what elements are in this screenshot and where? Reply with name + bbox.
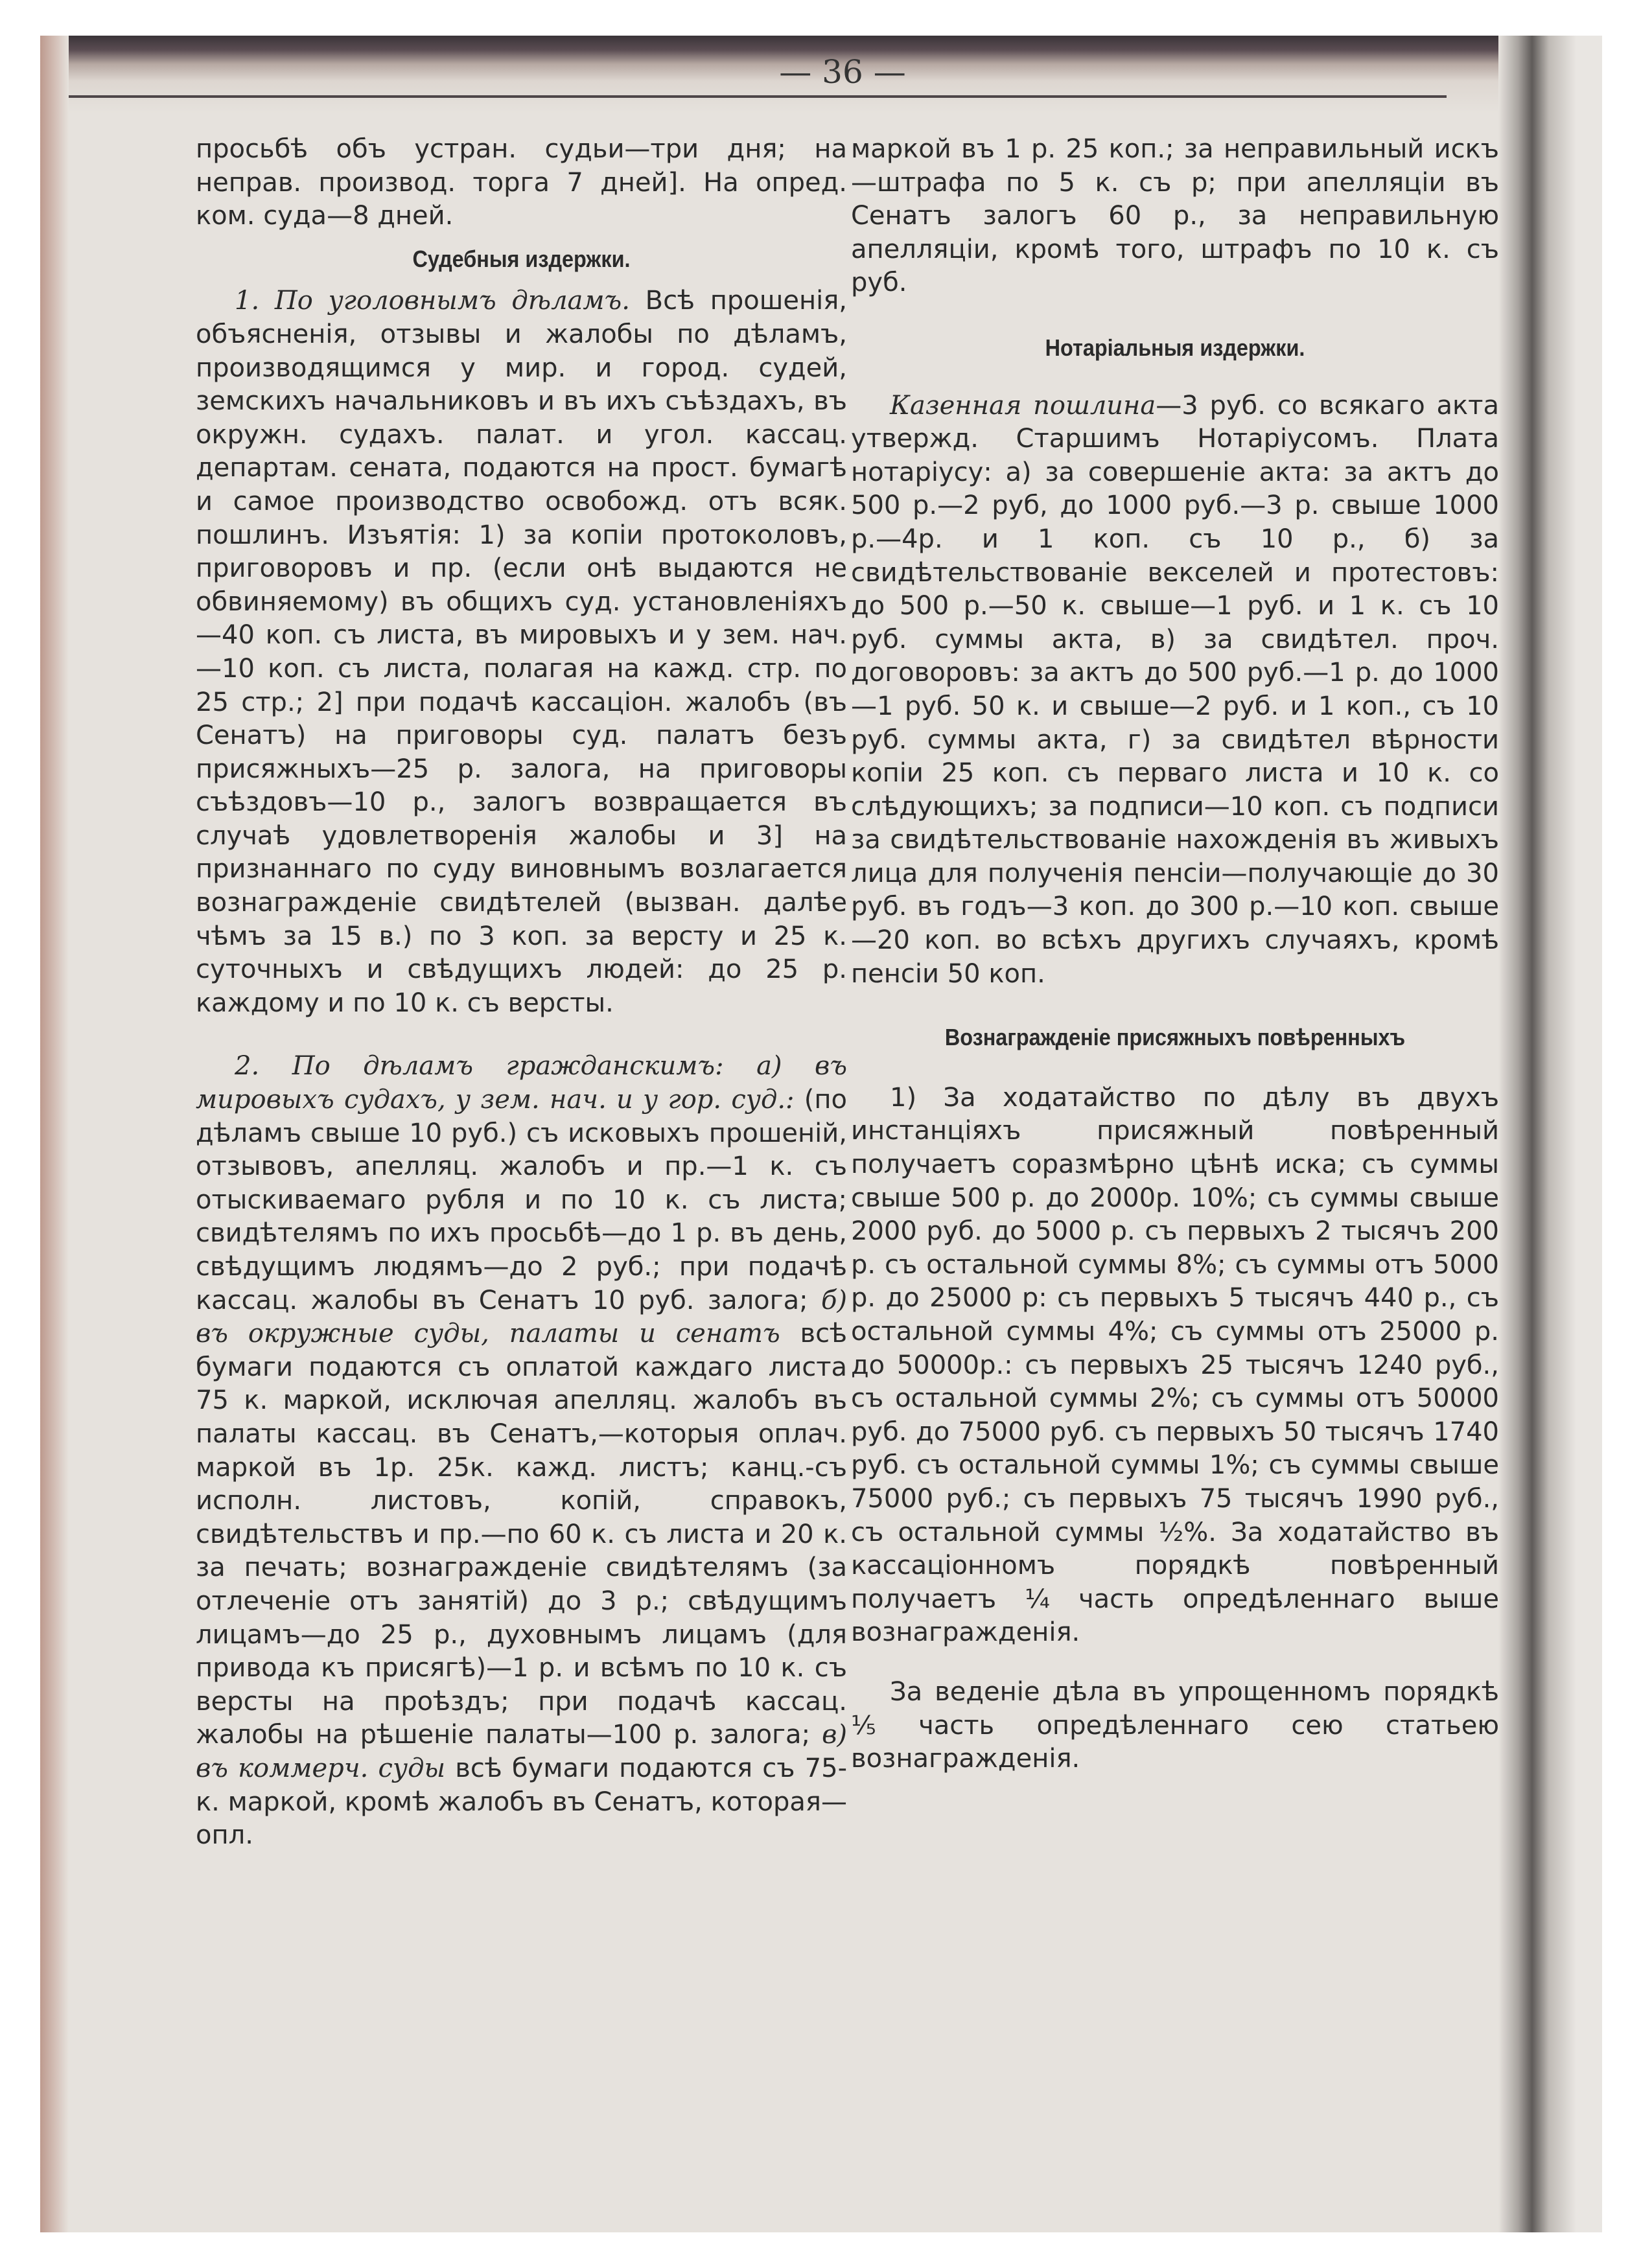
page-number: — 36 — [779, 53, 906, 91]
civil-cases-text-a: (по дѣламъ свыше 10 руб.) съ исковыхъ прошеній, отзывовъ, апелляц. жалобъ и пр.—1 к. съ отыскиваемаго рубля и по 10 к. съ листа; свидѣтелямъ по ихъ просьбѣ—до 1 р. въ день, свѣдущимъ людямъ—до 2 руб.; при подачѣ кассац. жалобы въ Сенатъ 10 руб. залога; [196, 1085, 847, 1315]
criminal-cases-label: 1. По уголовнымъ дѣламъ. [235, 286, 630, 316]
lawyer-fees-paragraph-1: 1) За ходатайство по дѣлу въ двухъ инстанціяхъ присяжный повѣренный получаетъ соразмѣрно цѣнѣ иска; съ суммы свыше 500 р. до 2000р. 10%; съ суммы свыше 2000 руб. до 5000 р. съ первыхъ 2 тысячъ 200 р. съ остальной суммы 8%; съ суммы отъ 5000 р. до 25000 р: съ первыхъ 5 тысячъ 440 р., съ остальной суммы 4%; съ суммы отъ 25000 р. до 50000р.: съ первыхъ 25 тысячъ 1240 руб., съ остальной суммы 2%; съ суммы отъ 50000 руб. до 75000 руб. съ первыхъ 50 тысячъ 1740 руб. съ остальной суммы 1%; съ суммы свыше 75000 руб.; съ первыхъ 75 тысячъ 1990 руб., съ остальной суммы ½%. За ходатайство въ кассаціонномъ порядкѣ повѣренный получаетъ ¼ часть опредѣленнаго выше вознагражденія. [851, 1082, 1499, 1648]
left-column [196, 133, 847, 1853]
right-column [851, 133, 1499, 1776]
notary-paragraph [851, 389, 1499, 991]
heading-lawyer-fees: Вознагражденіе присяжныхъ повѣренныхъ [944, 1024, 1406, 1051]
intro-paragraph: просьбѣ объ устран. судьи—три дня; на неправ. производ. торга 7 дней]. На опред. ком. суда—8 дней. [196, 134, 847, 231]
criminal-cases-text: Всѣ прошенія, объясненія, отзывы и жалобы по дѣламъ, производящимся у мир. и город. судей, земскихъ начальниковъ и въ ихъ съѣздахъ, въ окружн. судахъ. палат. и угол. кассац. департам. сената, подаются на прост. бумагѣ и самое производство освобожд. отъ всяк. пошлинъ. Изъятія: 1) за копіи протоколовъ, приговоровъ и пр. (если онѣ выдаются не обвиняемому) въ общихъ суд. установленіяхъ—40 коп. съ листа, въ мировыхъ и у зем. нач.—10 коп. съ листа, полагая на кажд. стр. по 25 стр.; 2] при подачѣ кассаціон. жалобъ (въ Сенатъ) на приговоры суд. палатъ безъ присяжныхъ—25 р. залога, на приговоры съѣздовъ—10 р., залогъ возвращается въ случаѣ удовлетворенія жалобы и 3] на признаннаго по суду виновнымъ возлагается вознагражденіе свидѣтелей (вызван. далѣе чѣмъ за 15 в.) по 3 коп. за версту и 25 к. суточныхъ и свѣдущихъ людей: до 25 р. каждому и по 10 к. съ версты. [196, 286, 847, 1018]
notary-duty-label: Казенная пошлина [890, 390, 1156, 421]
heading-notary-costs: Нотаріальныя издержки. [1045, 334, 1305, 361]
civil-cases-label-c: в) въ коммерч. суды [196, 1720, 847, 1783]
page-left-edge [40, 36, 69, 2232]
civil-cases-text-c: всѣ бумаги подаются съ 75-к. маркой, кромѣ жалобъ въ Сенатъ, которая—опл. [196, 1753, 848, 1851]
top-rule-line [40, 95, 1447, 98]
adjacent-page-edge [1576, 36, 1602, 2232]
book-gutter [1498, 36, 1589, 2232]
civil-cases-paragraph [196, 1050, 847, 1852]
civil-cases-label: 2. По дѣламъ гражданскимъ: а) въ мировыхъ судахъ, у зем. нач. и у гор. суд.: [196, 1051, 847, 1115]
criminal-cases-paragraph [196, 284, 847, 1020]
lawyer-fees-paragraph-2: За веденіе дѣла въ упрощенномъ порядкѣ ⅕ часть опредѣленнаго сею статьею вознагражденія. [851, 1676, 1499, 1774]
continued-paragraph: маркой въ 1 р. 25 коп.; за неправильный искъ—штрафа по 5 к. съ р; при апелляціи въ Сенатъ залогъ 60 р., за неправильную апелляціи, кромѣ того, штрафъ по 10 к. съ руб. [851, 134, 1499, 298]
civil-cases-label-b: б) въ окружные суды, палаты и сенатъ [196, 1285, 847, 1349]
notary-text: —3 руб. со всякаго акта утвержд. Старшимъ Нотаріусомъ. Плата нотаріусу: а) за совершеніе акта: за актъ до 500 р.—2 руб, до 1000 руб.—3 р. свыше 1000 р.—4р. и 1 коп. съ 10 р., б) за свидѣтельствованіе векселей и протестовъ: до 500 р.—50 к. свыше—1 руб. и 1 к. съ 10 руб. суммы акта, в) за свидѣтел. проч. договоровъ: за актъ до 500 руб.—1 р. до 1000—1 руб. 50 к. и свыше—2 руб. и 1 коп., съ 10 руб. суммы акта, г) за свидѣтел вѣрности копіи 25 коп. съ перваго листа и 10 к. со слѣдующихъ; за подписи—10 коп. съ подписи за свидѣтельствованіе нахожденія въ живыхъ лица для полученія пенсіи—получающіе до 30 руб. въ годъ—3 коп. до 300 р.—10 коп. свыше—20 коп. во всѣхъ другихъ случаяхъ, кромѣ пенсіи 50 коп. [851, 390, 1499, 989]
civil-cases-text-b: всѣ бумаги подаются съ оплатой каждаго листа 75 к. маркой, исключая апелляц. жалобъ въ палаты кассац. въ Сенатъ,—которыя оплач. маркой въ 1р. 25к. кажд. листъ; канц.-съ исполн. листовъ, копій, справокъ, свидѣтельствъ и пр.—по 60 к. съ листа и 20 к. за печать; вознагражденіе свидѣтелямъ (за отлеченіе отъ занятій) до 3 р.; свѣдущимъ лицамъ—до 25 р., духовнымъ лицамъ (для привода къ присягѣ)—1 р. и всѣмъ по 10 к. съ версты на проѣздъ; при подачѣ кассац. жалобы на рѣшеніе палаты—100 р. залога; [196, 1319, 847, 1750]
heading-court-costs: Судебныя издержки. [412, 245, 631, 272]
